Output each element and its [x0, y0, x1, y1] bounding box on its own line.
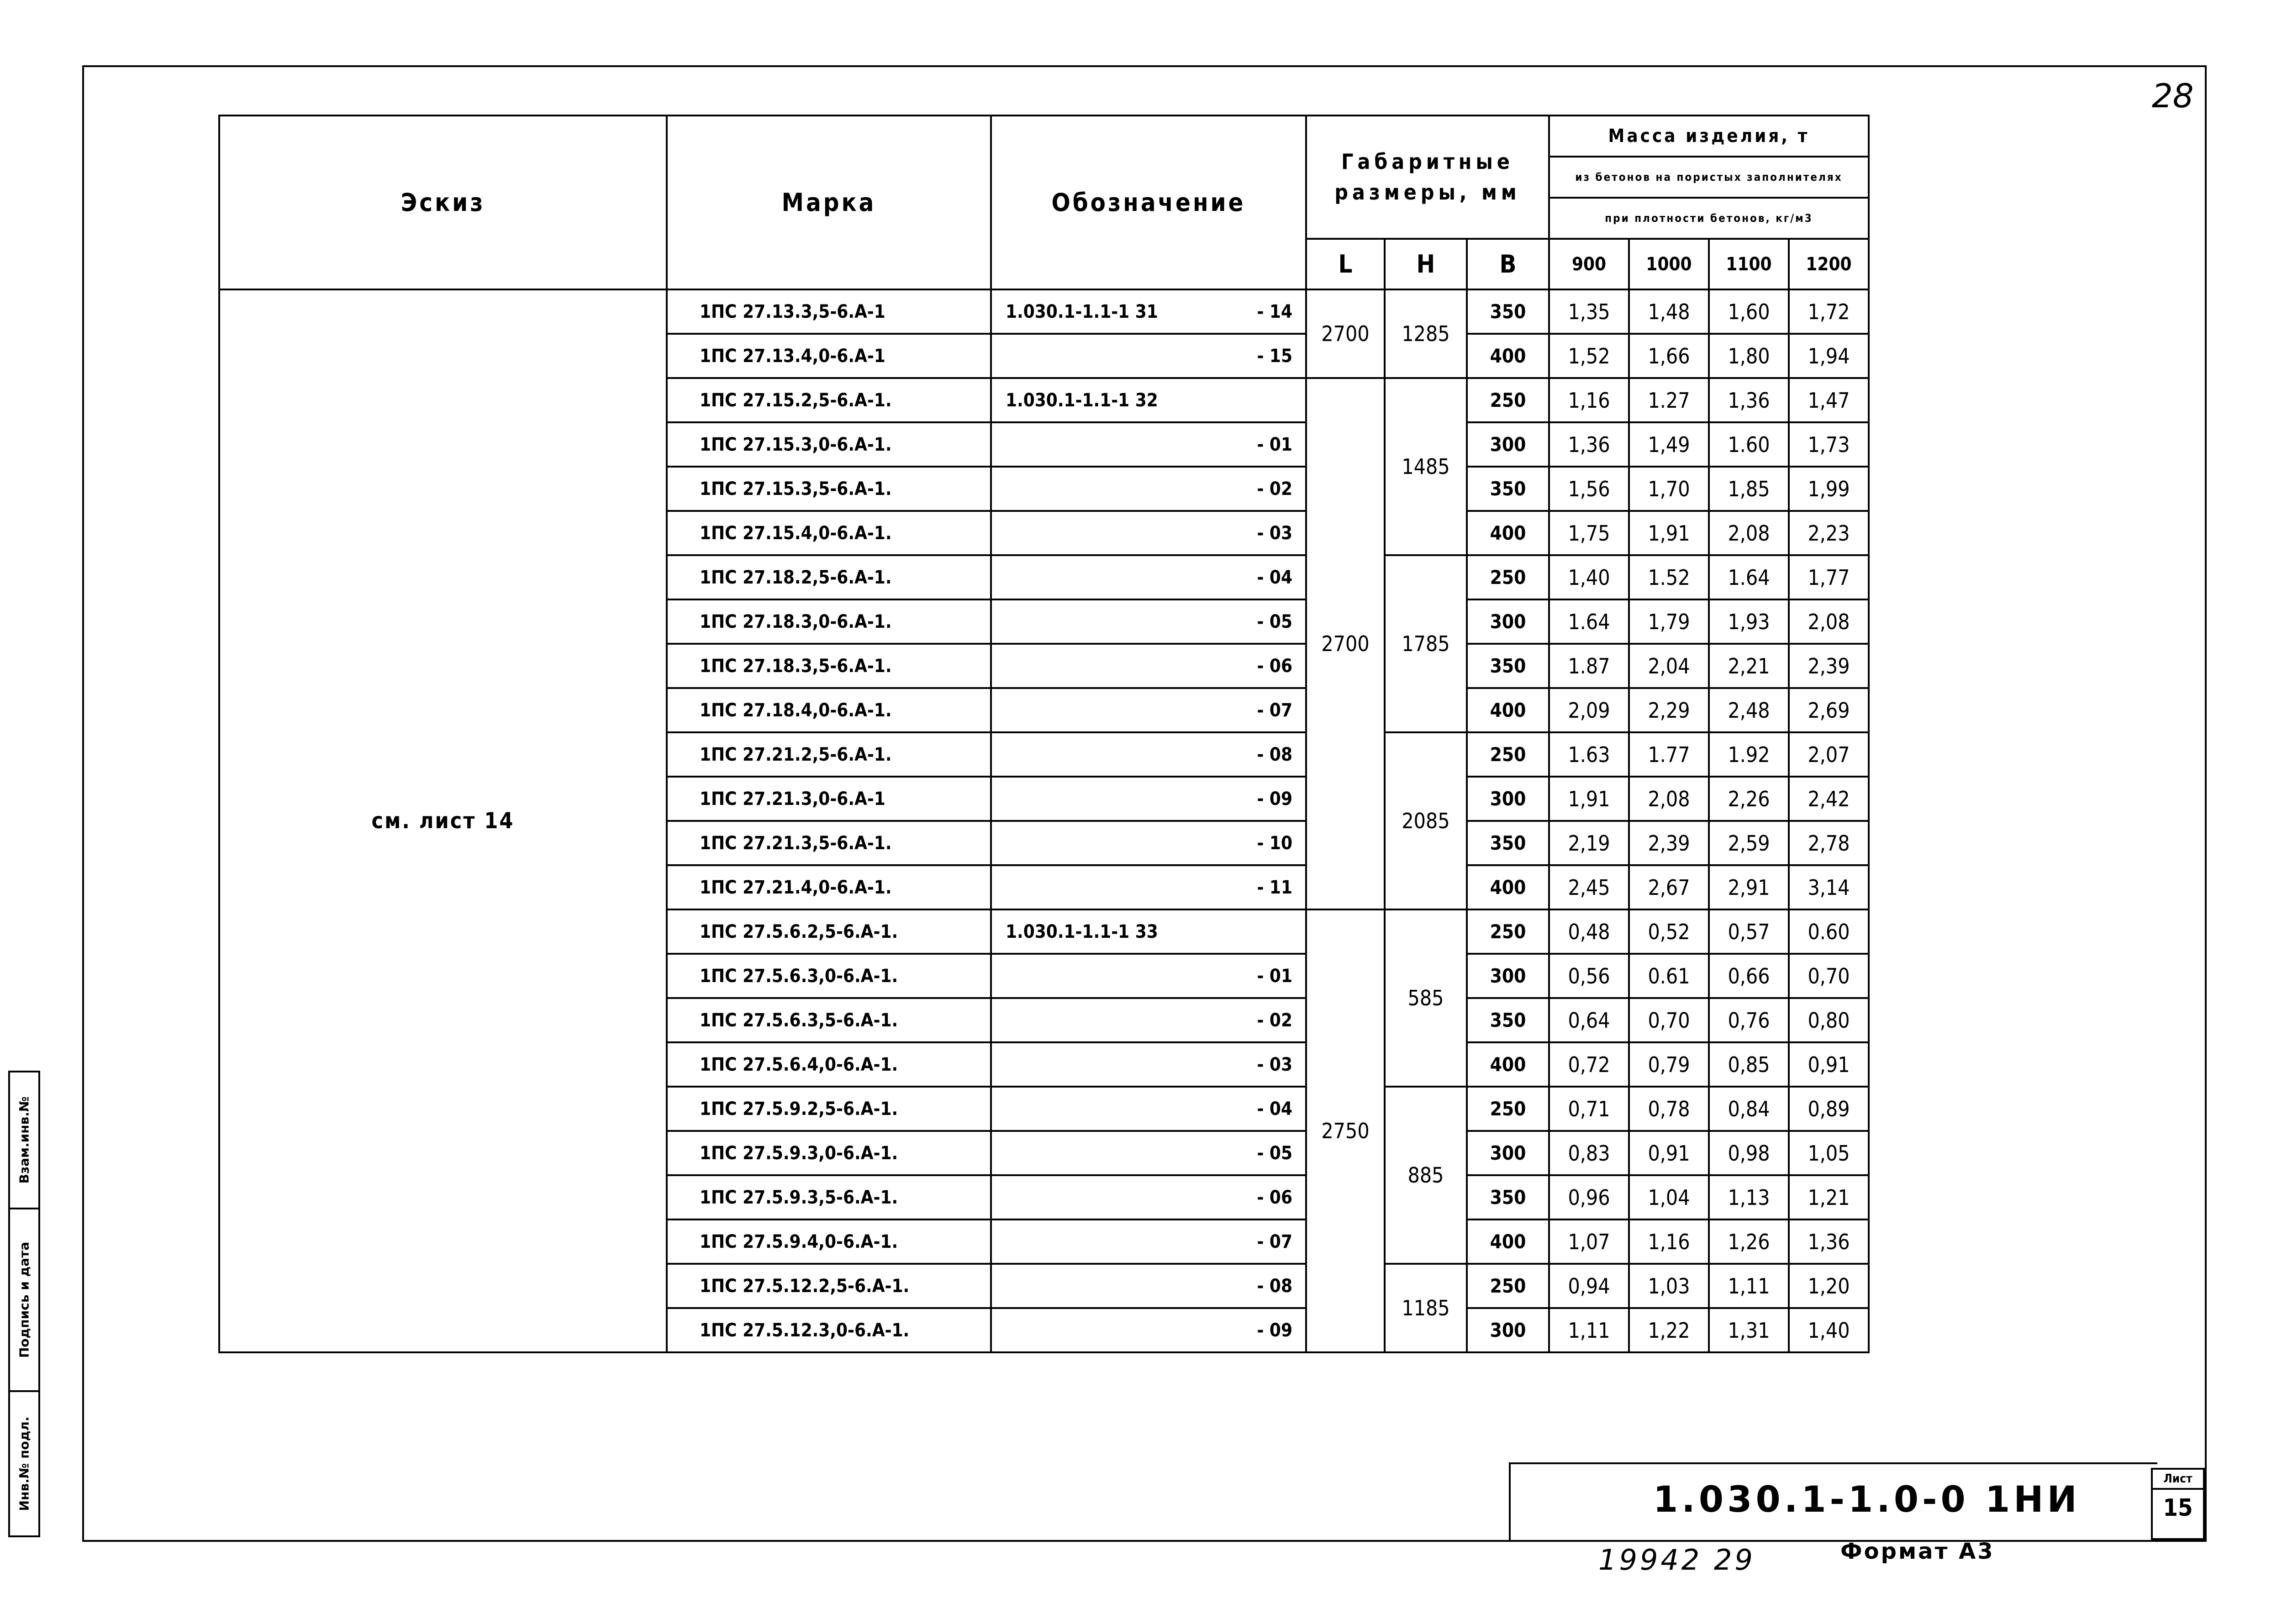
designation-cell [991, 1264, 1306, 1308]
side-stamp-orig-inv: Инв.№ подл. [16, 1416, 32, 1511]
mass-cell: 1,85 [1709, 467, 1789, 511]
mark-cell: 1ПС 27.5.6.3,0-6.А-1. [667, 954, 991, 998]
specification-table [218, 115, 1870, 1353]
mass-cell: 0,84 [1709, 1087, 1789, 1131]
mass-cell: 0.60 [1789, 909, 1869, 954]
width-cell: 250 [1467, 732, 1549, 777]
mass-cell: 1.63 [1549, 732, 1629, 777]
sketch-reference: см. лист 14 [219, 289, 667, 1352]
designation-cell [991, 865, 1306, 909]
height-cell: 1785 [1385, 555, 1467, 732]
width-cell: 400 [1467, 334, 1549, 378]
mass-cell: 1,35 [1549, 289, 1629, 334]
mark-cell: 1ПС 27.18.4,0-6.А-1. [667, 688, 991, 732]
mass-cell: 2,69 [1789, 688, 1869, 732]
width-cell: 350 [1467, 467, 1549, 511]
mass-cell: 0,57 [1709, 909, 1789, 954]
header-density: 900 [1549, 239, 1629, 289]
mass-cell: 2,42 [1789, 777, 1869, 821]
mass-cell: 0,98 [1709, 1131, 1789, 1175]
mass-cell: 1.64 [1549, 599, 1629, 644]
mark-cell: 1ПС 27.18.2,5-6.А-1. [667, 555, 991, 599]
width-cell: 400 [1467, 511, 1549, 555]
header-designation: Обозначение [991, 116, 1306, 289]
mass-cell: 0,91 [1789, 1042, 1869, 1087]
document-code: 1.030.1-1.0-0 1НИ [1653, 1479, 2081, 1520]
width-cell: 400 [1467, 1219, 1549, 1264]
mark-cell: 1ПС 27.15.4,0-6.А-1. [667, 511, 991, 555]
designation-suffix: - 11 [1257, 877, 1292, 898]
mass-cell: 2,21 [1709, 644, 1789, 688]
width-cell: 250 [1467, 555, 1549, 599]
header-dim-b: B [1467, 239, 1549, 289]
format-label: Формат А3 [1840, 1539, 1995, 1564]
mass-cell: 2,45 [1549, 865, 1629, 909]
mass-cell: 0,76 [1709, 998, 1789, 1042]
mark-cell: 1ПС 27.5.12.3,0-6.А-1. [667, 1308, 991, 1352]
mass-cell: 1,66 [1629, 334, 1709, 378]
width-cell: 250 [1467, 1264, 1549, 1308]
designation-suffix: - 03 [1257, 522, 1292, 544]
mass-cell: 1,93 [1709, 599, 1789, 644]
designation-cell [991, 644, 1306, 688]
designation-suffix: - 07 [1257, 1231, 1292, 1252]
mass-cell: 0,94 [1549, 1264, 1629, 1308]
mark-cell: 1ПС 27.5.9.2,5-6.А-1. [667, 1087, 991, 1131]
designation-cell [991, 909, 1306, 954]
designation-base: 1.030.1-1.1-1 32 [1006, 389, 1158, 411]
height-cell: 1185 [1385, 1264, 1467, 1352]
mass-cell: 0,66 [1709, 954, 1789, 998]
mass-cell: 0,89 [1789, 1087, 1869, 1131]
mass-cell: 0,96 [1549, 1175, 1629, 1219]
mass-cell: 2,78 [1789, 821, 1869, 865]
designation-cell [991, 555, 1306, 599]
length-cell: 2750 [1306, 909, 1385, 1352]
mass-cell: 0,78 [1629, 1087, 1709, 1131]
table-row [219, 289, 1869, 334]
designation-base: 1.030.1-1.1-1 31 [1006, 301, 1158, 322]
width-cell: 400 [1467, 688, 1549, 732]
sheet-number-box [2151, 1468, 2205, 1540]
width-cell: 300 [1467, 422, 1549, 467]
mass-cell: 1,80 [1709, 334, 1789, 378]
header-sketch: Эскиз [219, 116, 667, 289]
mass-cell: 1,91 [1629, 511, 1709, 555]
mass-cell: 1,77 [1789, 555, 1869, 599]
mark-cell: 1ПС 27.5.6.4,0-6.А-1. [667, 1042, 991, 1087]
mass-cell: 1,40 [1789, 1308, 1869, 1352]
designation-suffix: - 08 [1257, 744, 1292, 765]
mark-cell: 1ПС 27.5.6.2,5-6.А-1. [667, 909, 991, 954]
mass-cell: 1,11 [1549, 1308, 1629, 1352]
mass-cell: 1,05 [1789, 1131, 1869, 1175]
width-cell: 350 [1467, 998, 1549, 1042]
mass-cell: 2,08 [1709, 511, 1789, 555]
height-cell: 585 [1385, 909, 1467, 1087]
mass-cell: 1,79 [1629, 599, 1709, 644]
mass-cell: 1,70 [1629, 467, 1709, 511]
header-mass-sub2: при плотности бетонов, кг/м3 [1549, 198, 1869, 239]
designation-cell [991, 599, 1306, 644]
mark-cell: 1ПС 27.5.9.4,0-6.А-1. [667, 1219, 991, 1264]
designation-suffix: - 03 [1257, 1054, 1292, 1075]
mass-cell: 2,48 [1709, 688, 1789, 732]
designation-cell [991, 1042, 1306, 1087]
mass-cell: 1,07 [1549, 1219, 1629, 1264]
mark-cell: 1ПС 27.18.3,5-6.А-1. [667, 644, 991, 688]
width-cell: 300 [1467, 599, 1549, 644]
height-cell: 1485 [1385, 378, 1467, 555]
designation-suffix: - 08 [1257, 1275, 1292, 1297]
designation-suffix: - 01 [1257, 434, 1292, 455]
header-dimensions [1306, 116, 1549, 239]
header-mass-title: Масса изделия, т [1549, 116, 1869, 157]
length-cell: 2700 [1306, 289, 1385, 378]
designation-suffix: - 06 [1257, 655, 1292, 677]
mass-cell: 1,72 [1789, 289, 1869, 334]
mass-cell: 1,75 [1549, 511, 1629, 555]
mass-cell: 1,21 [1789, 1175, 1869, 1219]
mass-cell: 1,20 [1789, 1264, 1869, 1308]
side-stamp [8, 1071, 40, 1537]
mark-cell: 1ПС 27.5.12.2,5-6.А-1. [667, 1264, 991, 1308]
mass-cell: 2,08 [1629, 777, 1709, 821]
width-cell: 300 [1467, 954, 1549, 998]
mass-cell: 1,91 [1549, 777, 1629, 821]
side-stamp-cell [10, 1392, 38, 1535]
length-cell: 2700 [1306, 378, 1385, 909]
designation-suffix: - 09 [1257, 788, 1292, 809]
designation-cell [991, 777, 1306, 821]
mass-cell: 1,04 [1629, 1175, 1709, 1219]
designation-suffix: - 10 [1257, 832, 1292, 854]
mark-cell: 1ПС 27.15.3,5-6.А-1. [667, 467, 991, 511]
mark-cell: 1ПС 27.15.2,5-6.А-1. [667, 378, 991, 422]
designation-cell [991, 289, 1306, 334]
sheet-label: Лист [2153, 1470, 2203, 1490]
mass-cell: 0,85 [1709, 1042, 1789, 1087]
mass-cell: 1,49 [1629, 422, 1709, 467]
mass-cell: 1,36 [1549, 422, 1629, 467]
designation-cell [991, 688, 1306, 732]
mark-cell: 1ПС 27.21.3,0-6.А-1 [667, 777, 991, 821]
header-dim-l: L [1306, 239, 1385, 289]
side-stamp-cell [10, 1209, 38, 1392]
mass-cell: 1,26 [1709, 1219, 1789, 1264]
corner-page-number: 28 [2152, 77, 2194, 115]
mass-cell: 1,56 [1549, 467, 1629, 511]
mass-cell: 0,70 [1629, 998, 1709, 1042]
mass-cell: 0,80 [1789, 998, 1869, 1042]
designation-suffix: - 02 [1257, 1009, 1292, 1031]
width-cell: 350 [1467, 289, 1549, 334]
designation-cell [991, 1131, 1306, 1175]
width-cell: 400 [1467, 865, 1549, 909]
mark-cell: 1ПС 27.15.3,0-6.А-1. [667, 422, 991, 467]
designation-cell [991, 1219, 1306, 1264]
designation-cell [991, 732, 1306, 777]
mark-cell: 1ПС 27.18.3,0-6.А-1. [667, 599, 991, 644]
mass-cell: 3,14 [1789, 865, 1869, 909]
designation-cell [991, 511, 1306, 555]
mass-cell: 2,29 [1629, 688, 1709, 732]
width-cell: 350 [1467, 1175, 1549, 1219]
designation-suffix: - 05 [1257, 1142, 1292, 1164]
mass-cell: 0,48 [1549, 909, 1629, 954]
width-cell: 300 [1467, 1131, 1549, 1175]
header-dimensions-line1: Габаритные [1341, 149, 1514, 174]
mass-cell: 1,16 [1549, 378, 1629, 422]
designation-suffix: - 06 [1257, 1187, 1292, 1208]
mark-cell: 1ПС 27.5.9.3,5-6.А-1. [667, 1175, 991, 1219]
mass-cell: 2,26 [1709, 777, 1789, 821]
width-cell: 350 [1467, 644, 1549, 688]
mass-cell: 1.27 [1629, 378, 1709, 422]
width-cell: 350 [1467, 821, 1549, 865]
header-density: 1200 [1789, 239, 1869, 289]
mass-cell: 1,11 [1709, 1264, 1789, 1308]
mass-cell: 0,64 [1549, 998, 1629, 1042]
mass-cell: 1,73 [1789, 422, 1869, 467]
mass-cell: 0,72 [1549, 1042, 1629, 1087]
designation-suffix: - 01 [1257, 965, 1292, 987]
mass-cell: 2,07 [1789, 732, 1869, 777]
mass-cell: 1.64 [1709, 555, 1789, 599]
mass-cell: 1,22 [1629, 1308, 1709, 1352]
header-mark: Марка [667, 116, 991, 289]
mass-cell: 0,71 [1549, 1087, 1629, 1131]
sheet-number: 15 [2163, 1494, 2193, 1522]
designation-suffix: - 15 [1257, 345, 1292, 367]
mass-cell: 2,39 [1629, 821, 1709, 865]
designation-cell [991, 422, 1306, 467]
designation-base: 1.030.1-1.1-1 33 [1006, 921, 1158, 942]
mass-cell: 0.61 [1629, 954, 1709, 998]
mass-cell: 1.87 [1549, 644, 1629, 688]
height-cell: 885 [1385, 1087, 1467, 1264]
mass-cell: 1,16 [1629, 1219, 1709, 1264]
mass-cell: 2,19 [1549, 821, 1629, 865]
mark-cell: 1ПС 27.13.4,0-6.А-1 [667, 334, 991, 378]
mark-cell: 1ПС 27.5.6.3,5-6.А-1. [667, 998, 991, 1042]
mass-cell: 1,36 [1789, 1219, 1869, 1264]
mass-cell: 2,23 [1789, 511, 1869, 555]
mark-cell: 1ПС 27.5.9.3,0-6.А-1. [667, 1131, 991, 1175]
side-stamp-cell [10, 1072, 38, 1209]
mass-cell: 1.60 [1709, 422, 1789, 467]
mass-cell: 0,70 [1789, 954, 1869, 998]
header-density: 1000 [1629, 239, 1709, 289]
mass-cell: 1,36 [1709, 378, 1789, 422]
designation-cell [991, 998, 1306, 1042]
mass-cell: 1.52 [1629, 555, 1709, 599]
width-cell: 300 [1467, 777, 1549, 821]
mass-cell: 2,59 [1709, 821, 1789, 865]
designation-cell [991, 821, 1306, 865]
designation-cell [991, 378, 1306, 422]
designation-suffix: - 04 [1257, 567, 1292, 588]
designation-cell [991, 467, 1306, 511]
designation-suffix: - 02 [1257, 478, 1292, 499]
mark-cell: 1ПС 27.13.3,5-6.А-1 [667, 289, 991, 334]
mass-cell: 1,94 [1789, 334, 1869, 378]
mass-cell: 2,67 [1629, 865, 1709, 909]
height-cell: 2085 [1385, 732, 1467, 909]
width-cell: 250 [1467, 1087, 1549, 1131]
mass-cell: 1,47 [1789, 378, 1869, 422]
mass-cell: 1,13 [1709, 1175, 1789, 1219]
mass-cell: 2,91 [1709, 865, 1789, 909]
width-cell: 250 [1467, 378, 1549, 422]
side-stamp-signature-date: Подпись и дата [16, 1241, 32, 1358]
width-cell: 300 [1467, 1308, 1549, 1352]
designation-cell [991, 1087, 1306, 1131]
header-mass-sub1: из бетонов на пористых заполнителях [1549, 157, 1869, 198]
mass-cell: 1,60 [1709, 289, 1789, 334]
mass-cell: 1,48 [1629, 289, 1709, 334]
designation-suffix: - 07 [1257, 699, 1292, 721]
mass-cell: 2,39 [1789, 644, 1869, 688]
mass-cell: 0,83 [1549, 1131, 1629, 1175]
mass-cell: 0,79 [1629, 1042, 1709, 1087]
designation-cell [991, 334, 1306, 378]
mass-cell: 1.92 [1709, 732, 1789, 777]
mark-cell: 1ПС 27.21.2,5-6.А-1. [667, 732, 991, 777]
mass-cell: 1,31 [1709, 1308, 1789, 1352]
designation-suffix: - 05 [1257, 611, 1292, 632]
mass-cell: 0,52 [1629, 909, 1709, 954]
header-dimensions-line2: размеры, мм [1334, 180, 1521, 205]
mass-cell: 2,09 [1549, 688, 1629, 732]
designation-cell [991, 1308, 1306, 1352]
mass-cell: 2,04 [1629, 644, 1709, 688]
side-stamp-replaced-inv: Взам.инв.№ [16, 1096, 32, 1184]
inventory-number: 19942 29 [1598, 1543, 1755, 1577]
mark-cell: 1ПС 27.21.3,5-6.А-1. [667, 821, 991, 865]
designation-cell [991, 1175, 1306, 1219]
mass-cell: 1,03 [1629, 1264, 1709, 1308]
designation-suffix: - 04 [1257, 1098, 1292, 1119]
mass-cell: 1,99 [1789, 467, 1869, 511]
mass-cell: 0,56 [1549, 954, 1629, 998]
designation-suffix: - 14 [1257, 301, 1292, 322]
mass-cell: 0,91 [1629, 1131, 1709, 1175]
height-cell: 1285 [1385, 289, 1467, 378]
width-cell: 400 [1467, 1042, 1549, 1087]
header-density: 1100 [1709, 239, 1789, 289]
designation-cell [991, 954, 1306, 998]
mass-cell: 1,52 [1549, 334, 1629, 378]
width-cell: 250 [1467, 909, 1549, 954]
mass-cell: 1.77 [1629, 732, 1709, 777]
designation-suffix: - 09 [1257, 1319, 1292, 1341]
mass-cell: 1,40 [1549, 555, 1629, 599]
mass-cell: 2,08 [1789, 599, 1869, 644]
header-dim-h: H [1385, 239, 1467, 289]
mark-cell: 1ПС 27.21.4,0-6.А-1. [667, 865, 991, 909]
